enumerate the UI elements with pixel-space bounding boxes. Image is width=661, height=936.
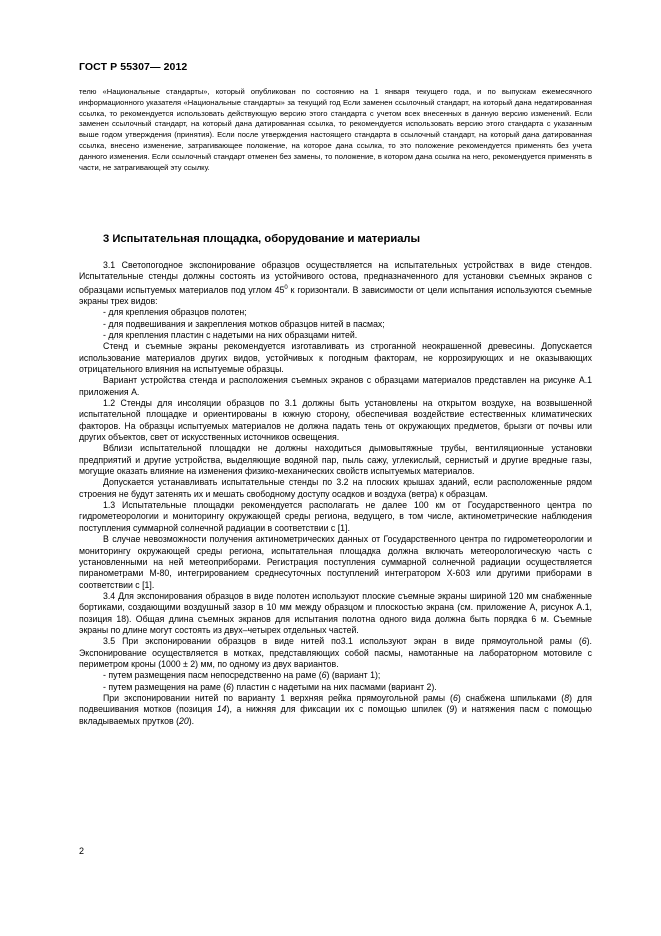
intro-continuation [79,87,592,173]
paragraph-roof: Допускается устанавливать испытательные стенды по 3.2 на плоских крышах зданий, если расположенные рядом строения не будут затенять их и мешать свободному доступу осадков и воздуха (ветра) к образцам. [79,477,592,499]
list-item: - путем размещения на раме (6) пластин с надетыми на них пасмами (вариант 2). [103,681,437,692]
document-code-header: ГОСТ Р 55307— 2012 [79,61,188,73]
list-item: - путем размещения пасм непосредственно на раме (6) (вариант 1); [103,670,381,681]
paragraph-1-3: 1.3 Испытательные площадки рекомендуется располагать не далее 100 км от Государственного центра по гидрометеорологии и мониторингу окружающей среды региона, ведущего, в том числе, актинометрические наблюдения поступления суммарной солнечной радиации в соответствии с [1]. [79,500,592,533]
paragraph-nearby: Вблизи испытательной площадки не должны находиться дымовытяжные трубы, вентиляционные установки предприятий и другие устройства, выделяющие водяной пар, пыль сажу, углекислый, сернистый и другие вредные газы, могущие оказать влияние на изменения физико-механических свойств испытуемых материалов. [79,443,592,477]
list-item: - для крепления пластин с надетыми на них образцами нитей. [103,329,358,340]
page-number: 2 [79,846,85,856]
paragraph-3-1: 3.1 Светопогодное экспонирование образцов осуществляется на испытательных устройствах в виде стендов. Испытательные стенды должны состоять из устойчивого остова, предназначенного для установки съемных экранов с образцами испытуемых материалов под углом $45^0$ к горизонтали. В зависимости от цели испытания используются съемные экраны трех видов: [79,260,592,306]
section-body [79,260,592,727]
paragraph-variant: Вариант устройства стенда и расположения съемных экранов с образцами материалов представлен на рисунке А.1 приложения А. [79,375,592,397]
list-item: - для подвешивания и закрепления мотков образцов нитей в пасмах; [103,318,385,329]
paragraph-variant-1: При экспонировании нитей по варианту 1 верхняя рейка прямоугольной рамы (6) снабжена шпильками (8) для подвешивания мотков (позиция 14), а нижняя для фиксации их с помощью шпилек (9) и натяжения пасм с помощью вкладываемых прутков (20). [79,692,592,726]
paragraph-3-4: 3.4 Для экспонирования образцов в виде полотен используют плоские съемные экраны шириной 120 мм снабженные бортиками, создающими воздушный зазор в 10 мм между образцом и плоскостью экрана (см. приложение А, рисунок А.1, позиция 18). Общая длина съемных экранов для испытания полотна одного вида должна быть порядка 6 м. Съемные экраны по длине могут состоять из двух–четырех отдельных частей. [79,590,592,635]
paragraph-3-5: 3.5 При экспонировании образцов в виде нитей по3.1 используют экран в виде прямоугольной рамы (6). Экспонирование осуществляется в мотках, представляющих собой пасмы, намотанные на лабораторном мотовиле с периметром кроны (1000 ± 2) мм, по одному из двух вариантов. [79,636,592,669]
list-item: - для крепления образцов полотен; [103,307,247,318]
intro-paragraph: телю «Национальные стандарты», который опубликован по состоянию на 1 января текущего года, и по выпускам ежемесячного информационного указателя «Национальные стандарты» за текущий год Если заменен ссылочный стандарт, на который дана недатированная ссылка, то рекомендуется использовать действующую версию этого стандарта с учетом всех внесенных в данную версию изменений. Если заменен ссылочный стандарт, на который дана датированная ссылка, то рекомендуется использовать версию этого стандарта с указанным выше годом утверждения (принятия). Если после утверждения настоящего стандарта в ссылочный стандарт, на который дана датированная ссылка, внесено изменение, затрагивающее положение, на которое дана ссылка, то это положение рекомендуется применять без учета данного изменения. Если ссылочный стандарт отменен без замены, то положение, в котором дана ссылка на него, рекомендуется применять в части, не затрагивающей эту ссылку. [79,87,592,172]
paragraph-stand: Стенд и съемные экраны рекомендуется изготавливать из строганной неокрашенной древесины. Допускается использование материалов других видов, устойчивых к погодным факторам, не коррозирующих и не оказывающих отрицательного влияния на испытуемые образцы. [79,341,592,374]
paragraph-impossible: В случае невозможности получения актинометрических данных от Государственного центра по гидрометеорологии и мониторингу окружающей среды региона, испытательная площадка должна включать метеорологическую часть с установленными на ней метеоприборами. Регистрация поступления суммарной солнечной радиации осуществляется пиранометрами М-80, интегрированием среднесуточных поступлений интегратором Х-603 или другими приборами в соответствии с [1]. [79,534,592,590]
section-title: 3 Испытательная площадка, оборудование и материалы [103,233,421,245]
paragraph-1-2: 1.2 Стенды для инсоляции образцов по 3.1 должны быть установлены на открытом воздухе, на возвышенной испытательной площадке и ориентированы в южную сторону, обеспечивая воздействие естественных климатических факторов. На образцы испытуемых материалов не должна падать тень от окружающих предметов, брызги от почвы или других объектов, свет от искусственных источников освещения. [79,398,592,443]
